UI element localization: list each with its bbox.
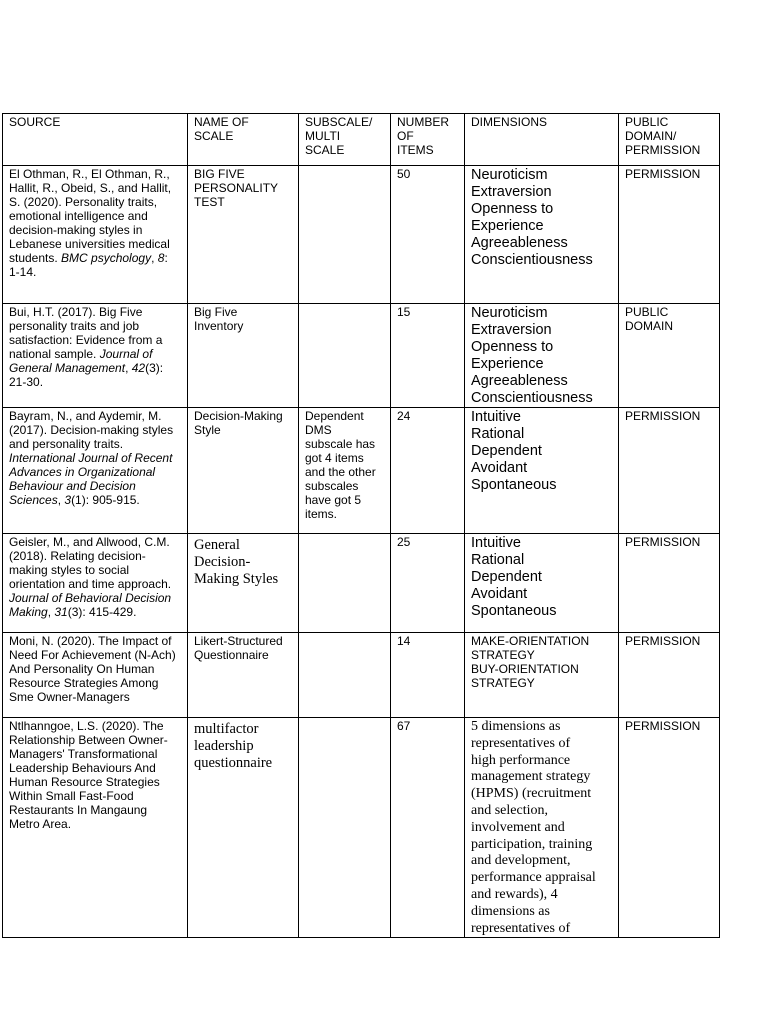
scales-table (2, 113, 720, 938)
header-subscale: SUBSCALE/ MULTI SCALE (299, 114, 391, 166)
dimensions-cell: Intuitive Rational Dependent Avoidant Spontaneous (465, 408, 619, 534)
source-citation: El Othman, R., El Othman, R., Hallit, R., Obeid, S., and Hallit, S. (2020). Personality traits, emotional intelligence and decision-making styles in Lebanese universities medical students. BMC psychology, 8: 1-14. (9, 167, 172, 279)
table-row (3, 166, 720, 304)
subscale-cell (299, 534, 391, 633)
permission-cell: PERMISSION (619, 408, 720, 534)
source-citation: Moni, N. (2020). The Impact of Need For Achievement (N-Ach) And Personality On Human Resource Strategies Among Sme Owner-Managers (9, 634, 176, 704)
number-of-items-cell: 25 (391, 534, 465, 633)
permission-cell: PERMISSION (619, 534, 720, 633)
table-header-row (3, 114, 720, 166)
scale-name-cell: Likert-Structured Questionnaire (188, 633, 299, 718)
subscale-cell (299, 304, 391, 408)
number-of-items-cell: 15 (391, 304, 465, 408)
source-citation: Ntlhanngoe, L.S. (2020). The Relationship Between Owner-Managers' Transformational Leadership Behaviours And Human Resource Strategies Within Small Fast-Food Restaurants In Mangaung Metro Area. (9, 719, 168, 831)
table-row (3, 408, 720, 534)
dimensions-cell: Neuroticism Extraversion Openness to Experience Agreeableness Conscientiousness (465, 166, 619, 304)
subscale-cell (299, 718, 391, 938)
table-row (3, 534, 720, 633)
table-row (3, 304, 720, 408)
subscale-cell: Dependent DMS subscale has got 4 items and the other subscales have got 5 items. (299, 408, 391, 534)
table-row (3, 718, 720, 938)
source-cell (3, 534, 188, 633)
source-cell (3, 408, 188, 534)
scale-name-cell: multifactor leadership questionnaire (188, 718, 299, 938)
scale-name-cell: General Decision- Making Styles (188, 534, 299, 633)
source-cell (3, 633, 188, 718)
subscale-cell (299, 633, 391, 718)
header-permission: PUBLIC DOMAIN/ PERMISSION (619, 114, 720, 166)
number-of-items-cell: 50 (391, 166, 465, 304)
header-dimensions: DIMENSIONS (465, 114, 619, 166)
source-citation: Bui, H.T. (2017). Big Five personality traits and job satisfaction: Evidence from a national sample. Journal of General Management, 42(3): 21-30. (9, 305, 164, 389)
scale-name-cell: Big Five Inventory (188, 304, 299, 408)
source-citation: Geisler, M., and Allwood, C.M. (2018). Relating decision-making styles to social orientation and time approach. Journal of Behavioral Decision Making, 31(3): 415-429. (9, 535, 172, 619)
permission-cell: PUBLIC DOMAIN (619, 304, 720, 408)
permission-cell: PERMISSION (619, 166, 720, 304)
source-cell (3, 166, 188, 304)
header-name-of-scale: NAME OF SCALE (188, 114, 299, 166)
source-citation: Bayram, N., and Aydemir, M. (2017). Decision-making styles and personality traits. International Journal of Recent Advances in Organizational Behaviour and Decision Sciences, 3(1): 905-915. (9, 409, 174, 507)
number-of-items-cell: 67 (391, 718, 465, 938)
source-cell (3, 718, 188, 938)
header-source: SOURCE (3, 114, 188, 166)
permission-cell: PERMISSION (619, 633, 720, 718)
source-cell (3, 304, 188, 408)
number-of-items-cell: 24 (391, 408, 465, 534)
subscale-cell (299, 166, 391, 304)
number-of-items-cell: 14 (391, 633, 465, 718)
permission-cell: PERMISSION (619, 718, 720, 938)
table-row (3, 633, 720, 718)
dimensions-cell: Neuroticism Extraversion Openness to Experience Agreeableness Conscientiousness (465, 304, 619, 408)
header-number-of-items: NUMBER OF ITEMS (391, 114, 465, 166)
dimensions-cell: MAKE-ORIENTATION STRATEGY BUY-ORIENTATION STRATEGY (465, 633, 619, 718)
scale-name-cell: Decision-Making Style (188, 408, 299, 534)
dimensions-cell: Intuitive Rational Dependent Avoidant Spontaneous (465, 534, 619, 633)
dimensions-cell: 5 dimensions as representatives of high performance management strategy (HPMS) (recruitment and selection, involvement and participation, training and development, performance appraisal and rewards), 4 dimensions as representatives of (465, 718, 619, 938)
scale-name-cell: BIG FIVE PERSONALITY TEST (188, 166, 299, 304)
